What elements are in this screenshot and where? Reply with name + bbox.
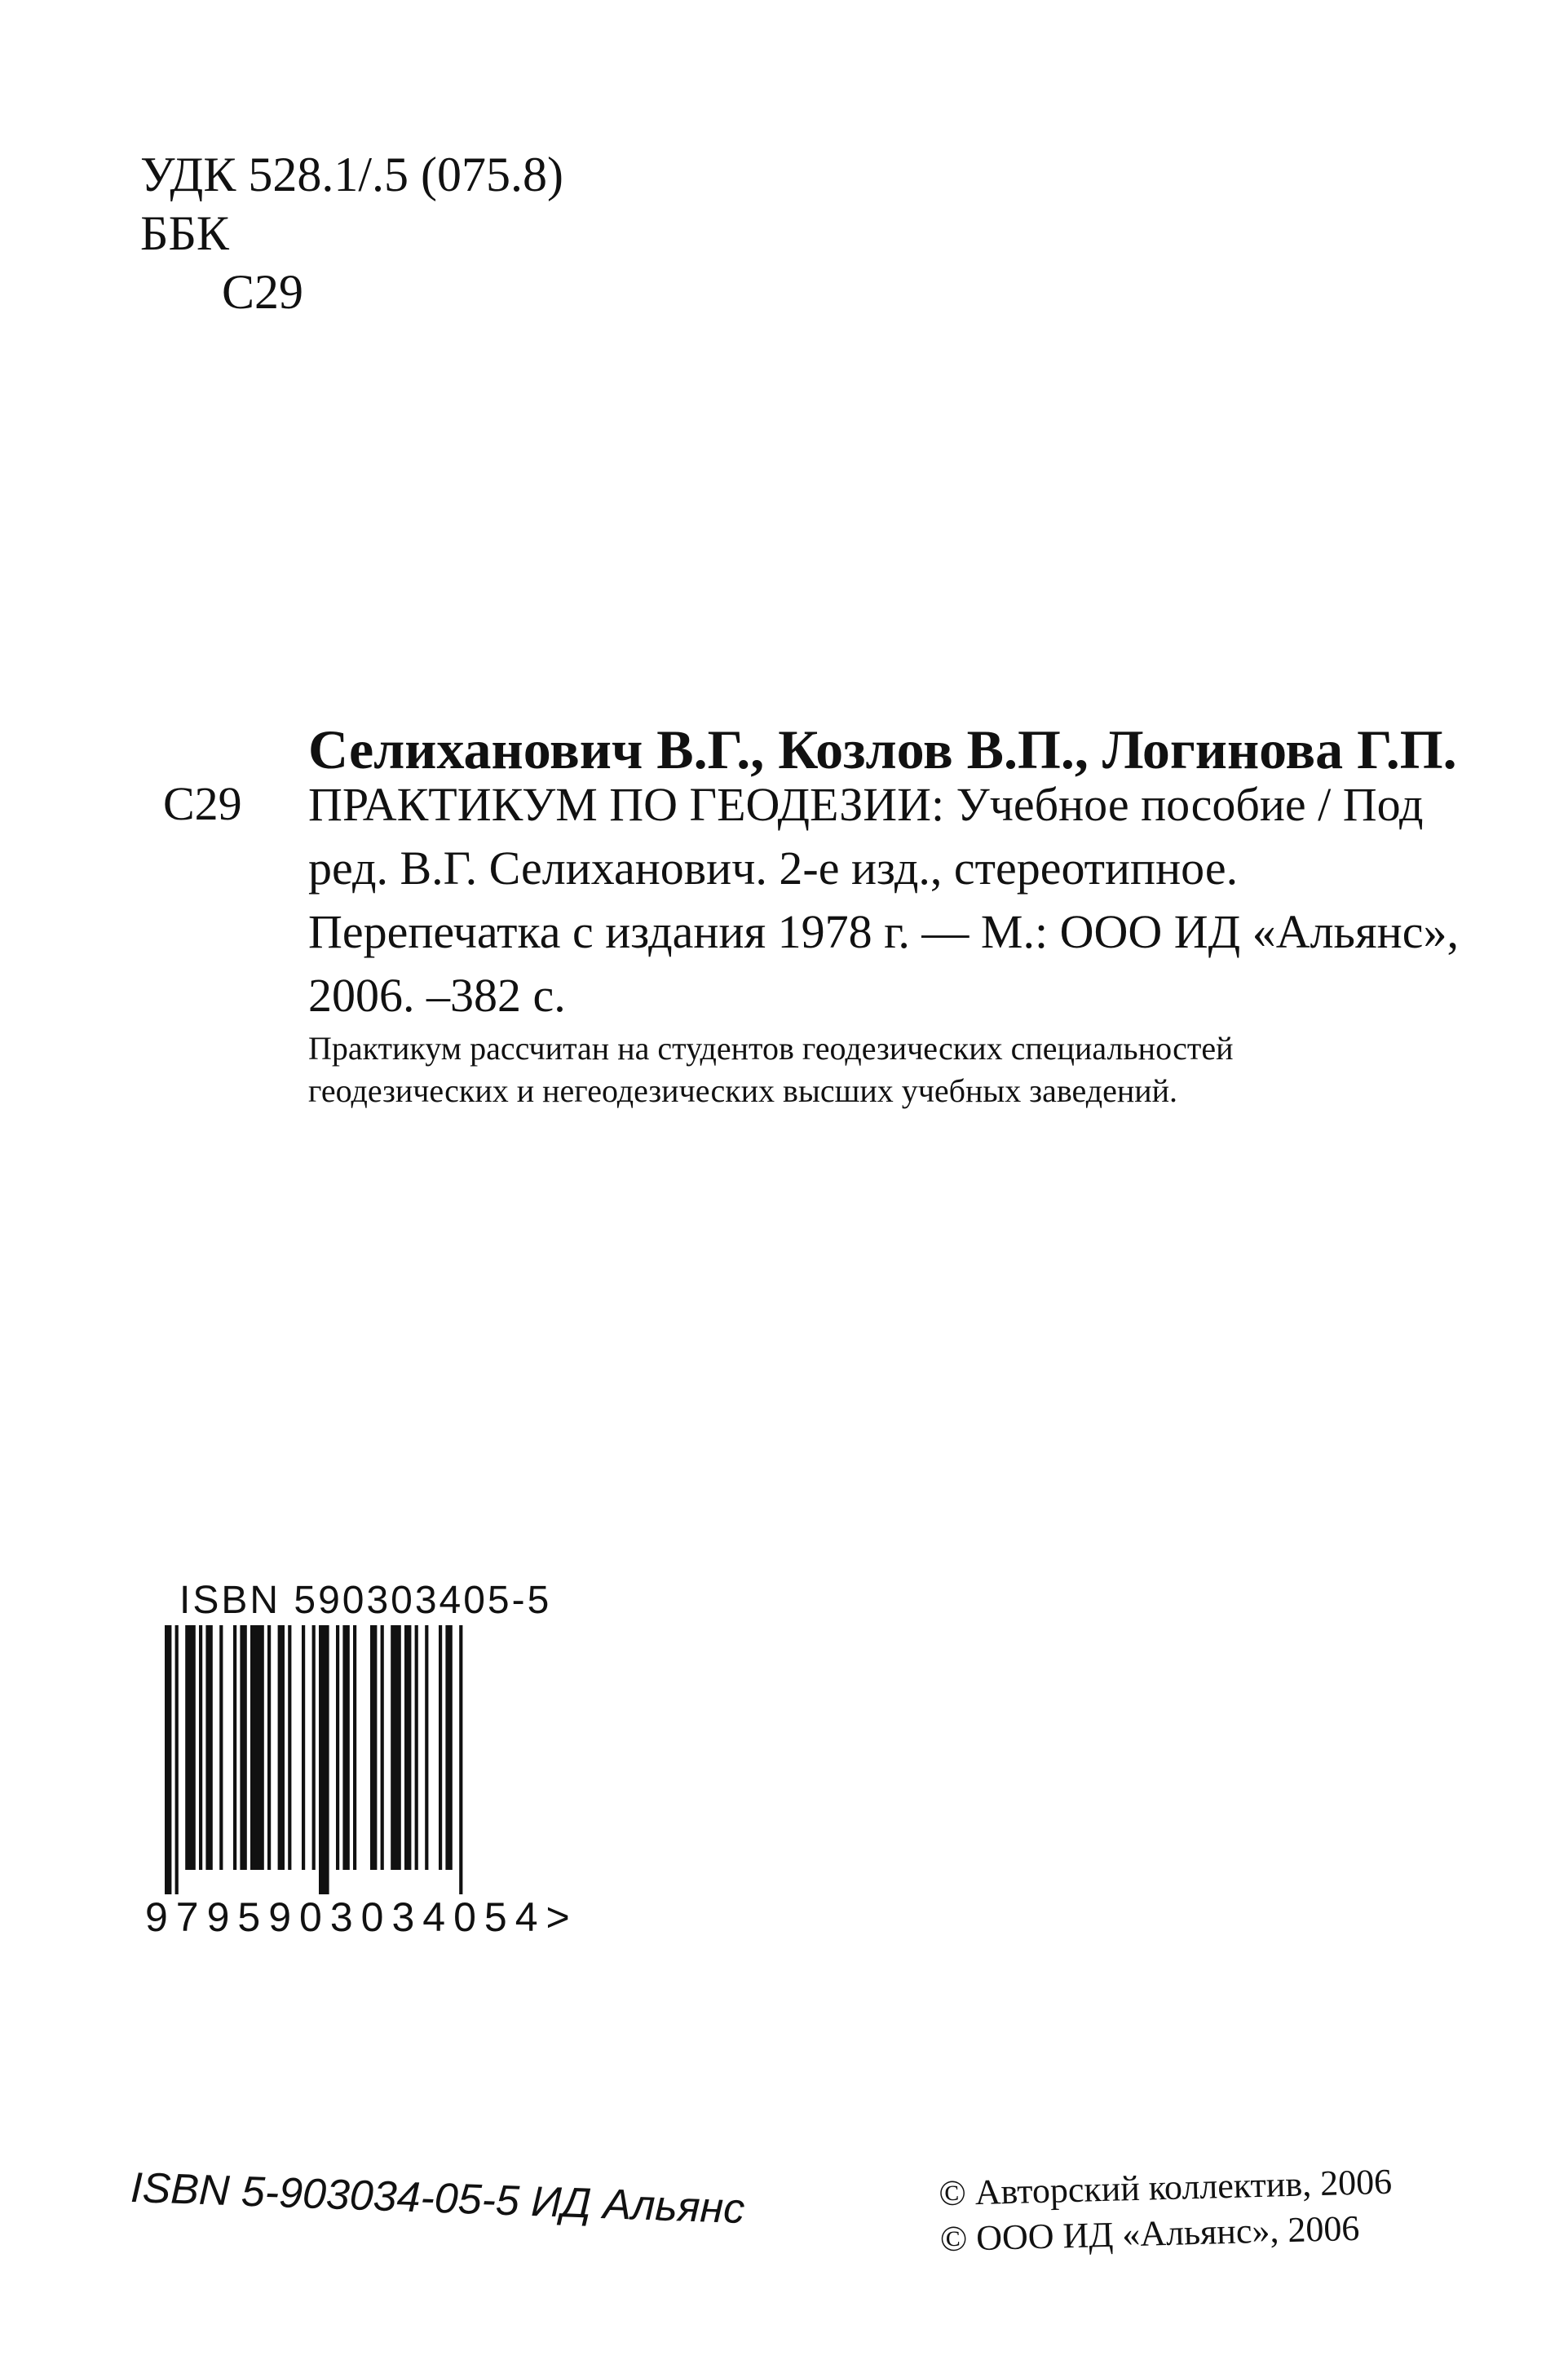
udk-block	[140, 145, 563, 321]
barcode-bar	[199, 1625, 202, 1870]
author-sign-code: С29	[163, 777, 242, 830]
annotation: Практикум рассчитан на студентов геодезических специальностей геодезических и негеодезических высших учебных заведений.	[308, 1030, 1234, 1109]
barcode-bar	[425, 1625, 428, 1870]
author-sign-code: С29	[222, 265, 304, 319]
barcode-bar	[459, 1625, 462, 1894]
barcode-bar	[267, 1625, 271, 1870]
barcode-bar	[445, 1625, 452, 1870]
barcode-bar	[205, 1625, 212, 1870]
barcode-bar	[353, 1625, 356, 1870]
footer-isbn: ISBN 5-903034-05-5 ИД Альянс	[130, 2163, 746, 2234]
barcode-bar	[175, 1625, 179, 1894]
barcode-bar	[336, 1625, 339, 1870]
authors: Селиханович В.Г., Козлов В.П., Логинова Г.П.	[308, 718, 1457, 780]
barcode-bar	[302, 1625, 305, 1870]
barcode-bar	[185, 1625, 196, 1870]
barcode-isbn-label: ISBN 590303405-5	[179, 1579, 552, 1622]
barcode-bar	[219, 1625, 223, 1870]
copyright-block	[939, 2159, 1394, 2263]
barcode-bar	[278, 1625, 285, 1870]
barcode-bar	[240, 1625, 246, 1870]
barcode-bar	[312, 1625, 316, 1870]
barcode-bar	[342, 1625, 349, 1870]
barcode-bar	[233, 1625, 236, 1870]
barcode-bar	[415, 1625, 418, 1870]
barcode-bar	[391, 1625, 401, 1870]
copyright-line: © Авторский коллектив, 2006	[938, 2161, 1393, 2214]
copyright-line: © ООО ИД «Альянс», 2006	[939, 2207, 1360, 2260]
barcode-bar	[288, 1625, 291, 1870]
barcode-bar	[250, 1625, 264, 1870]
barcode-bar	[439, 1625, 442, 1870]
barcode-bar	[404, 1625, 411, 1870]
barcode-digits: 9795903034054>	[145, 1894, 578, 1940]
barcode-bar	[165, 1625, 171, 1894]
barcode	[163, 1578, 571, 1749]
barcode-bar	[381, 1625, 384, 1870]
barcode-bars	[163, 1625, 546, 1894]
book-description: ПРАКТИКУМ ПО ГЕОДЕЗИИ: Учебное пособие / Под ред. В.Г. Селиханович. 2-е изд., стереотипное. Перепечатка с издания 1978 г. — М.: ООО ИД «Альянс», 2006. –382 с.	[308, 778, 1459, 1022]
barcode-bar	[370, 1625, 377, 1870]
udk-line: УДК 528.1/.5 (075.8)	[140, 148, 563, 201]
bbk-line: ББК	[140, 206, 229, 260]
barcode-bar	[319, 1625, 329, 1894]
